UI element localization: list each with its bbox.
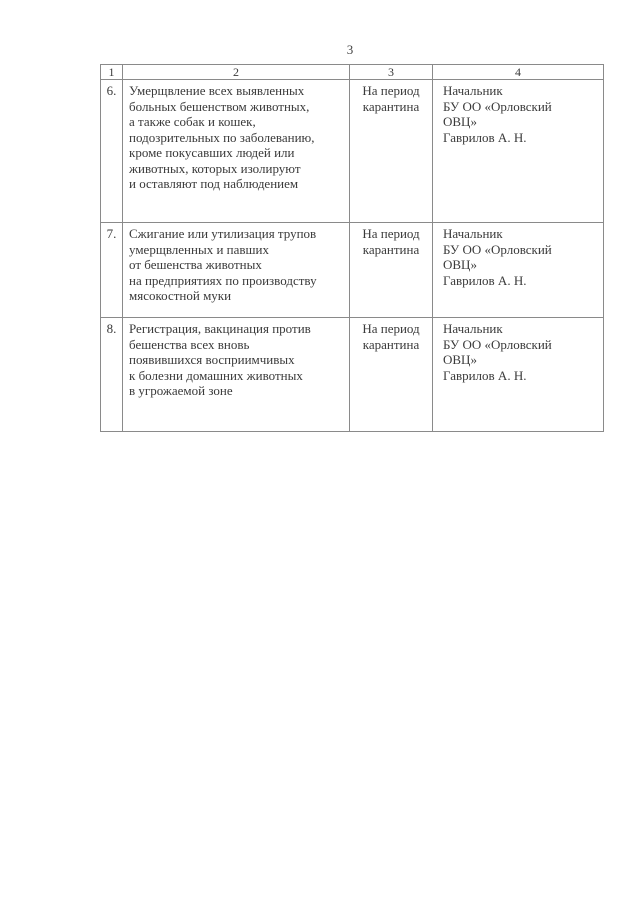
measure-text (123, 80, 350, 223)
measure-line: появившихся восприимчивых (129, 352, 295, 367)
row-number: 7. (101, 223, 123, 318)
table-header-row (101, 65, 604, 80)
responsible-text (433, 318, 604, 432)
responsible-line: Гаврилов А. Н. (443, 367, 527, 383)
measure-line: к болезни домашних животных (129, 367, 303, 383)
table-row (101, 80, 604, 223)
responsible-line: БУ ОО «Орловский (443, 98, 552, 114)
page-number: 3 (346, 42, 354, 57)
responsible-line: Гаврилов А. Н. (443, 129, 527, 145)
responsible-line: ОВЦ» (443, 352, 477, 367)
period-text (350, 80, 433, 223)
responsible-line: БУ ОО «Орловский (443, 241, 552, 257)
measure-text (123, 318, 350, 432)
measure-line: Сжигание или утилизация трупов (129, 226, 317, 241)
period-line: карантина (362, 241, 420, 257)
column-header: 1 (101, 65, 123, 80)
measure-line: в угрожаемой зоне (129, 383, 233, 398)
measure-line: мясокостной муки (129, 288, 232, 303)
column-header: 3 (350, 65, 433, 80)
table-row (101, 318, 604, 432)
measure-line: подозрительных по заболеванию, (129, 129, 315, 145)
period-line: На период (362, 226, 420, 241)
row-number: 6. (101, 80, 123, 223)
measure-line: бешенства всех вновь (129, 336, 250, 352)
measure-line: а также собак и кошек, (129, 114, 256, 129)
measure-line: Умерщвление всех выявленных (129, 83, 305, 98)
period-text (350, 223, 433, 318)
measure-line: животных, которых изолируют (129, 160, 301, 176)
responsible-text (433, 223, 604, 318)
period-line: карантина (362, 336, 420, 352)
measures-table (100, 64, 604, 432)
period-line: На период (362, 83, 420, 98)
responsible-line: Гаврилов А. Н. (443, 272, 527, 288)
period-line: На период (362, 321, 420, 336)
column-header: 4 (433, 65, 604, 80)
column-header: 2 (123, 65, 350, 80)
responsible-line: ОВЦ» (443, 257, 477, 272)
responsible-line: Начальник (443, 226, 503, 241)
measure-line: от бешенства животных (129, 257, 262, 272)
responsible-text (433, 80, 604, 223)
row-number: 8. (101, 318, 123, 432)
measure-line: и оставляют под наблюдением (129, 176, 299, 191)
table-row (101, 223, 604, 318)
responsible-line: ОВЦ» (443, 114, 477, 129)
measure-line: кроме покусавших людей или (129, 145, 295, 160)
measure-line: умерщвленных и павших (129, 241, 269, 257)
period-line: карантина (362, 98, 420, 114)
measure-text (123, 223, 350, 318)
measure-line: Регистрация, вакцинация против (129, 321, 311, 336)
measure-line: на предприятиях по производству (129, 272, 317, 288)
responsible-line: БУ ОО «Орловский (443, 336, 552, 352)
measure-line: больных бешенством животных, (129, 98, 310, 114)
responsible-line: Начальник (443, 321, 503, 336)
period-text (350, 318, 433, 432)
responsible-line: Начальник (443, 83, 503, 98)
